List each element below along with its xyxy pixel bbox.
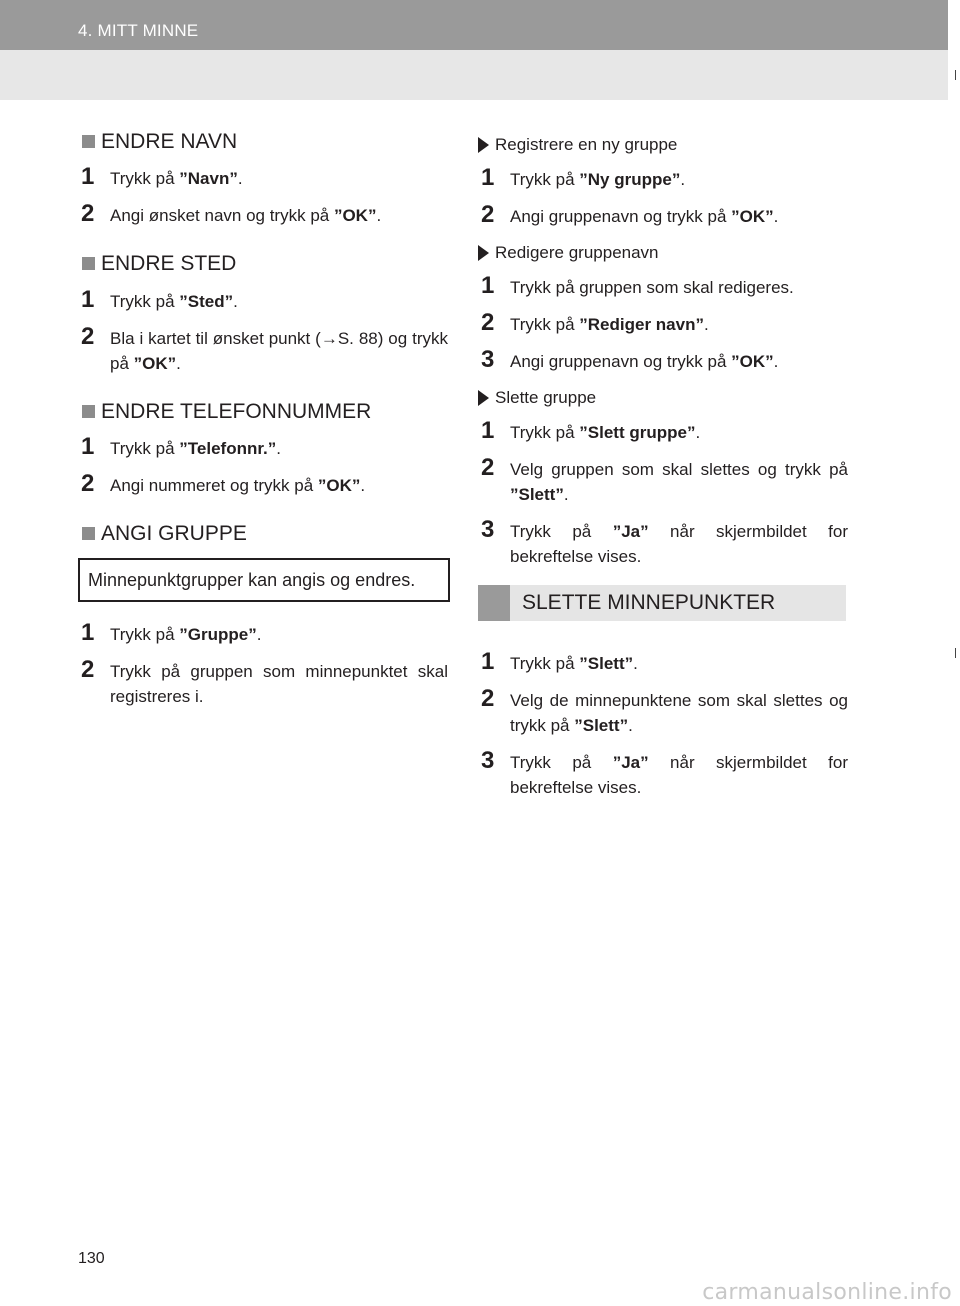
step: 2 Trykk på gruppen som minnepunktet skal registreres i.: [78, 659, 448, 709]
step-number: 2: [81, 322, 95, 350]
step: 2 Bla i kartet til ønsket punkt (→S. 88) og trykk på ”OK”.: [78, 326, 448, 376]
section-title: SLETTE MINNEPUNKTER: [522, 591, 776, 614]
subheading-registrere: Registrere en ny gruppe: [478, 133, 848, 157]
step-number: 2: [81, 656, 95, 684]
step-number: 2: [481, 685, 495, 712]
note-box: Minnepunktgrupper kan angis og endres.: [78, 558, 450, 602]
section-bar-slette-minnepunkter: [478, 585, 846, 621]
step: 1 Trykk på ”Gruppe”.: [78, 622, 448, 647]
left-column: [78, 128, 448, 721]
button-reference: ”Ny gruppe”: [579, 170, 681, 189]
button-reference: ”OK”: [133, 353, 177, 373]
watermark: carmanualsonline.info: [702, 1280, 952, 1305]
button-reference: ”Slett gruppe”: [579, 423, 696, 442]
step-number: 1: [481, 417, 495, 444]
right-column: [478, 133, 848, 812]
edge-mark: [955, 648, 956, 658]
step-number: 1: [81, 619, 95, 647]
subheading-slette: Slette gruppe: [478, 386, 848, 410]
step-number: 1: [481, 272, 495, 299]
step: 1 Trykk på ”Slett”.: [478, 651, 848, 676]
step-number: 1: [81, 285, 95, 313]
triangle-bullet-icon: [478, 137, 489, 153]
step: 2 Trykk på ”Rediger navn”.: [478, 312, 848, 337]
step: 2 Angi ønsket navn og trykk på ”OK”.: [78, 203, 448, 228]
step: 2 Velg de minnepunktene som skal slettes og trykk på ”Slett”.: [478, 688, 848, 738]
step-number: 1: [481, 164, 495, 191]
square-bullet-icon: [82, 257, 95, 270]
button-reference: ”Slett”: [510, 485, 564, 504]
step: 1 Trykk på ”Slett gruppe”.: [478, 420, 848, 445]
square-bullet-icon: [82, 405, 95, 418]
step: 1 Trykk på ”Navn”.: [78, 166, 448, 191]
step: 2 Angi nummeret og trykk på ”OK”.: [78, 473, 448, 498]
header-subband: [0, 50, 948, 100]
button-reference: ”Rediger navn”: [579, 315, 704, 334]
step-number: 2: [481, 201, 495, 228]
step: 3 Trykk på ”Ja” når skjermbildet for bekreftelse vises.: [478, 519, 848, 569]
step: 1 Trykk på ”Ny gruppe”.: [478, 167, 848, 192]
section-bar-block: [478, 585, 510, 621]
edge-mark: [955, 70, 956, 80]
button-reference: ”OK”: [333, 206, 377, 226]
square-bullet-icon: [82, 135, 95, 148]
step: 3 Angi gruppenavn og trykk på ”OK”.: [478, 349, 848, 374]
triangle-bullet-icon: [478, 390, 489, 406]
section-heading-angi-gruppe: ANGI GRUPPE: [78, 520, 448, 547]
step-number: 3: [481, 346, 495, 373]
step-number: 2: [481, 309, 495, 336]
button-reference: ”Telefonnr.”: [179, 438, 277, 458]
step-number: 2: [481, 454, 495, 481]
button-reference: ”Ja”: [612, 753, 649, 772]
button-reference: ”Gruppe”: [179, 625, 257, 645]
section-heading-endre-sted: ENDRE STED: [78, 250, 448, 277]
button-reference: ”Slett”: [574, 716, 629, 735]
step: 1 Trykk på ”Telefonnr.”.: [78, 436, 448, 461]
button-reference: ”Sted”: [179, 291, 234, 311]
step-number: 2: [81, 200, 95, 228]
step: 2 Angi gruppenavn og trykk på ”OK”.: [478, 204, 848, 229]
button-reference: ”OK”: [731, 352, 774, 371]
button-reference: ”OK”: [731, 207, 774, 226]
chapter-title: 4. MITT MINNE: [78, 21, 199, 40]
section-heading-endre-navn: ENDRE NAVN: [78, 128, 448, 155]
square-bullet-icon: [82, 527, 95, 540]
step-number: 3: [481, 747, 495, 774]
step-number: 3: [481, 516, 495, 543]
section-heading-endre-telefonnummer: ENDRE TELEFONNUMMER: [78, 398, 448, 425]
button-reference: ”Navn”: [179, 169, 238, 189]
step: 3 Trykk på ”Ja” når skjermbildet for bekreftelse vises.: [478, 750, 848, 800]
step: 1 Trykk på ”Sted”.: [78, 289, 448, 314]
button-reference: ”Slett”: [579, 654, 634, 673]
button-reference: ”OK”: [317, 475, 361, 495]
step-number: 1: [81, 432, 95, 460]
triangle-bullet-icon: [478, 245, 489, 261]
step-number: 2: [81, 469, 95, 497]
subheading-redigere: Redigere gruppenavn: [478, 241, 848, 265]
step-number: 1: [81, 163, 95, 191]
step: 1 Trykk på gruppen som skal redigeres.: [478, 275, 848, 300]
button-reference: ”Ja”: [612, 522, 649, 541]
step: 2 Velg gruppen som skal slettes og trykk på ”Slett”.: [478, 457, 848, 507]
step-number: 1: [481, 648, 495, 675]
page-number: 130: [78, 1250, 105, 1267]
